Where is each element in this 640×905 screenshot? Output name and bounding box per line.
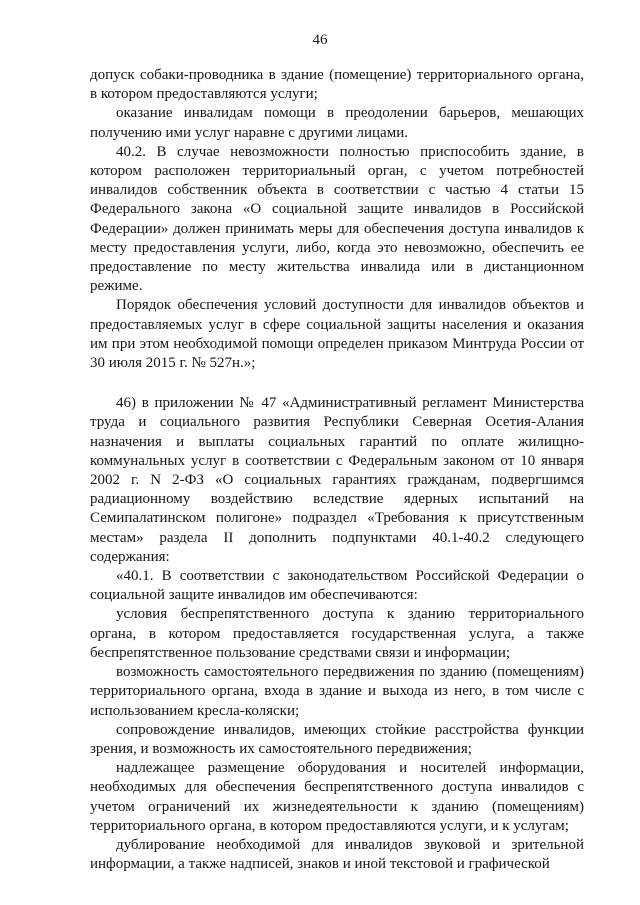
- paragraph-escort: сопровождение инвалидов, имеющих стойкие расстройства функции зрения, и возможность их самостоятельного передвижения;: [90, 721, 584, 757]
- paragraph-access-conditions: условия беспрепятственного доступа к зданию территориального органа, в котором предоставляется государственная услуга, а также беспрепятственное пользование средствами связи и информации;: [90, 606, 584, 661]
- paragraph-item-46: 46) в приложении № 47 «Административный регламент Министерства труда и социального развития Республики Северная Осетия-Алания назначения и выплаты социальных гарантий по оплате жилищно-коммунальных услуг в соответствии с Федеральным законом от 10 января 2002 г. N 2-ФЗ «О социальных гарантиях гражданам, подвергшимся радиационному воздействию вследствие ядерных испытаний на Семипалатинском полигоне» подраздел «Требования к присутственным местам» раздела II дополнить подпунктами 40.1-40.2 следующего содержания:: [90, 395, 584, 565]
- paragraph-movement: возможность самостоятельного передвижения по зданию (помещениям) территориального органа, входа в здание и выхода из него, в том числе с использованием кресла-коляски;: [90, 664, 584, 719]
- paragraph-guide-dog: допуск собаки-проводника в здание (помещение) территориального органа, в котором предоставляются услуги;: [90, 67, 584, 103]
- paragraph-40-1: «40.1. В соответствии с законодательством Российской Федерации о социальной защите инвалидов им обеспечиваются:: [90, 568, 584, 604]
- paragraph-assistance: оказание инвалидам помощи в преодолении барьеров, мешающих получению ими услуг наравне с другими лицами.: [90, 105, 584, 141]
- page-number: 46: [312, 32, 328, 48]
- paragraph-duplication: дублирование необходимой для инвалидов звуковой и зрительной информации, а также надписей, знаков и иной текстовой и графической: [90, 836, 584, 873]
- paragraph-equipment: надлежащее размещение оборудования и носителей информации, необходимых для обеспечения беспрепятственного доступа инвалидов с учетом ограничений их жизнедеятельности к зданию (помещениям) территориального органа, в котором предоставляются услуги, и к услугам;: [90, 760, 584, 834]
- document-body: [90, 66, 584, 874]
- paragraph-procedure: Порядок обеспечения условий доступности для инвалидов объектов и предоставляемых услуг в сфере социальной защиты населения и оказания им при этом необходимой помощи определен приказом Минтруда России от 30 июля 2015 г. № 527н.»;: [90, 297, 584, 372]
- paragraph-40-2: 40.2. В случае невозможности полностью приспособить здание, в котором расположен территориальный орган, с учетом потребностей инвалидов собственник объекта в соответствии с частью 4 статьи 15 Федерального закона «О социальной защите инвалидов в Российской Федерации» должен принимать меры для обеспечения доступа инвалидов к месту предоставления услуги, либо, когда это невозможно, обеспечить ее предоставление по месту жительства инвалида или в дистанционном режиме.: [90, 143, 584, 295]
